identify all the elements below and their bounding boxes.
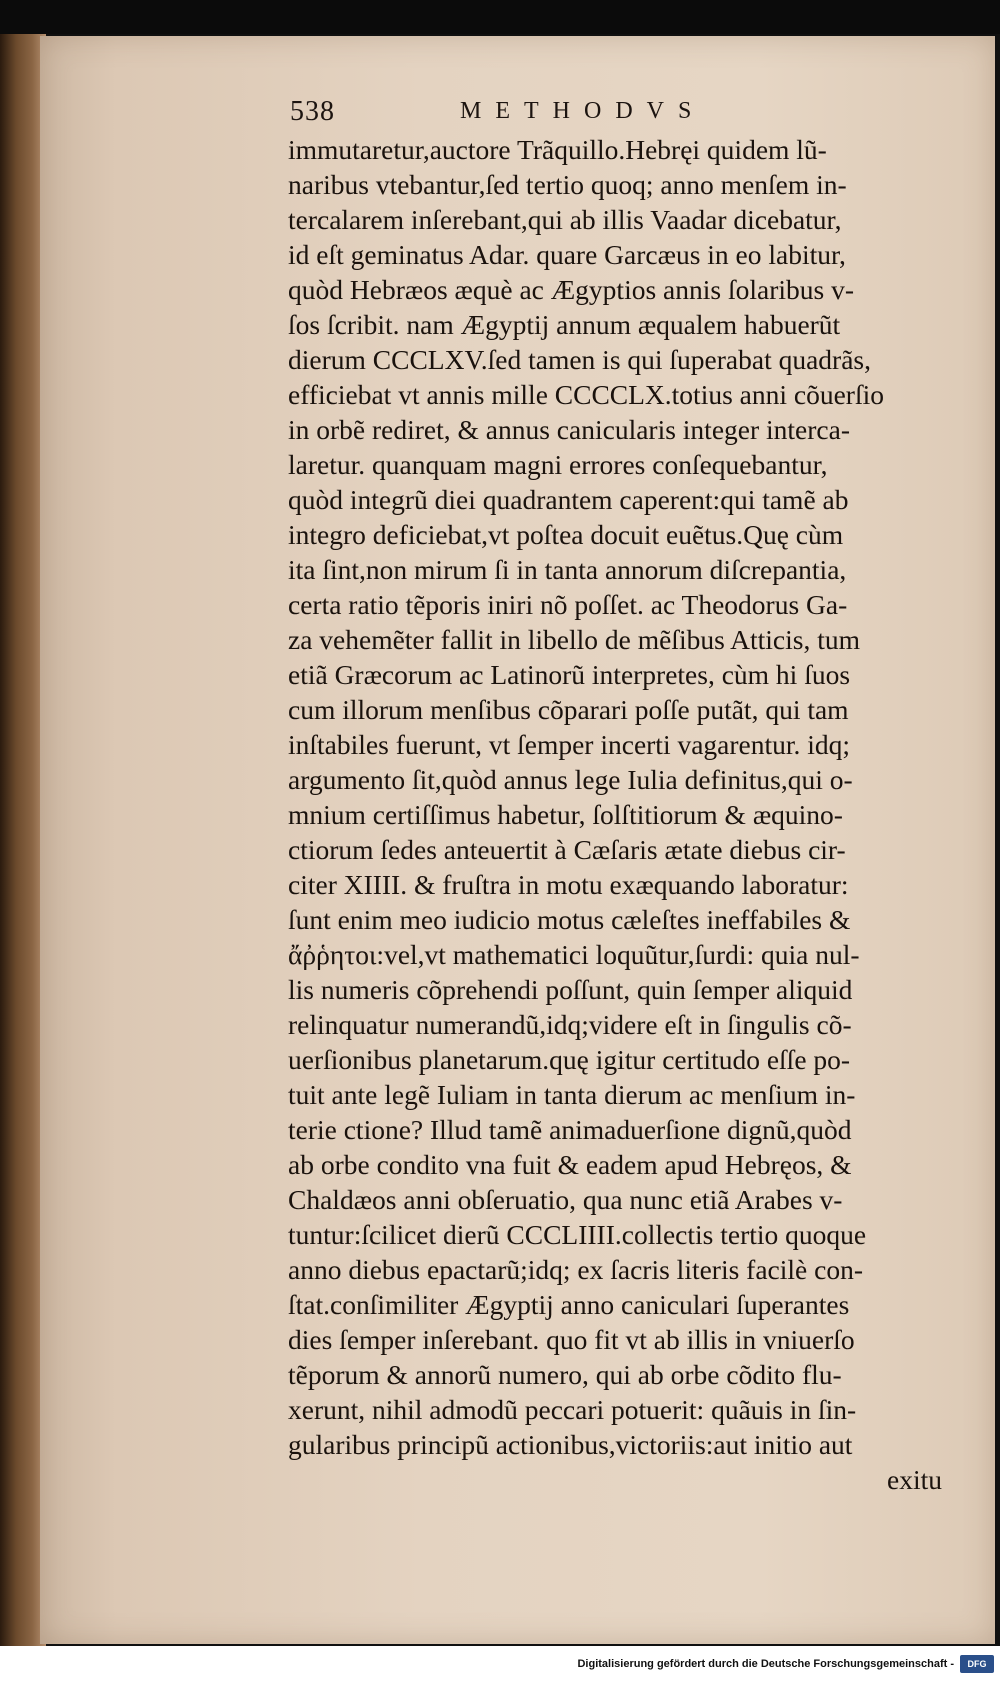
- text-line: dies ſemper inſerebant. quo fit vt ab illis in vniuerſo: [288, 1324, 855, 1355]
- text-line: inſtabiles fuerunt, vt ſemper incerti vagarentur. idq;: [288, 729, 851, 760]
- text-line: relinquatur numerandũ,idq;videre eſt in ſingulis cõ-: [288, 1009, 852, 1040]
- text-line: tẽporum & annorũ numero, qui ab orbe cõdito flu-: [288, 1359, 842, 1390]
- text-line: ctiorum ſedes anteuertit à Cæſaris ætate diebus cir-: [288, 834, 846, 865]
- catchword: exitu: [887, 1464, 942, 1495]
- text-block: [288, 132, 942, 1497]
- text-line: ſunt enim meo iudicio motus cæleſtes ineffabiles &: [288, 904, 851, 935]
- text-line: tuit ante legẽ Iuliam in tanta dierum ac menſium in-: [288, 1079, 856, 1110]
- running-title: METHODVS: [460, 98, 706, 124]
- text-line: etiã Græcorum ac Latinorũ interpretes, cùm hi ſuos: [288, 659, 851, 690]
- text-line: naribus vtebantur,ſed tertio quoq; anno menſem in-: [288, 169, 847, 200]
- text-line: cum illorum menſibus cõparari poſſe putãt, qui tam: [288, 694, 849, 725]
- text-line: id eſt geminatus Adar. quare Garcæus in eo labitur,: [288, 239, 846, 270]
- text-line: efficiebat vt annis mille CCCCLX.totius anni cõuerſio: [288, 379, 884, 410]
- text-line: uerſionibus planetarum.quę igitur certitudo eſſe po-: [288, 1044, 851, 1075]
- text-line: xerunt, nihil admodũ peccari potuerit: quãuis in ſin-: [288, 1394, 857, 1425]
- text-line: ab orbe condito vna fuit & eadem apud Hebręos, &: [288, 1149, 852, 1180]
- text-line: argumento ſit,quòd annus lege Iulia definitus,qui o-: [288, 764, 853, 795]
- text-line: ἄῤῥητοι:vel,vt mathematici loquũtur,ſurdi: quia nul-: [288, 939, 860, 970]
- text-line: lis numeris cõprehendi poſſunt, quin ſemper aliquid: [288, 974, 853, 1005]
- text-line: dierum CCCLXV.ſed tamen is qui ſuperabat quadrãs,: [288, 344, 871, 375]
- text-line: tercalarem inſerebant,qui ab illis Vaadar dicebatur,: [288, 204, 842, 235]
- text-line: immutaretur,auctore Trãquillo.Hebręi quidem lũ-: [288, 134, 827, 165]
- book-page: [40, 36, 995, 1644]
- text-line: Chaldæos anni obſeruatio, qua nunc etiã Arabes v-: [288, 1184, 843, 1215]
- text-line: mnium certiſſimus habetur, ſolſtitiorum & æquino-: [288, 799, 843, 830]
- text-line: terie ctione? Illud tamẽ animaduerſione dignũ,quòd: [288, 1114, 852, 1145]
- text-line: in orbẽ rediret, & annus canicularis integer interca-: [288, 414, 850, 445]
- funding-credit: Digitalisierung gefördert durch die Deutsche Forschungsgemeinschaft -: [577, 1658, 954, 1670]
- text-line: certa ratio tẽporis iniri nõ poſſet. ac Theodorus Ga-: [288, 589, 848, 620]
- text-line: za vehemẽter fallit in libello de mẽſibus Atticis, tum: [288, 624, 861, 655]
- text-line: tuntur:ſcilicet dierũ CCCLIIII.collectis tertio quoque: [288, 1219, 867, 1250]
- text-line: ita ſint,non mirum ſi in tanta annorum diſcrepantia,: [288, 554, 847, 585]
- digitization-footer: [0, 1646, 1000, 1685]
- text-line: ſos ſcribit. nam Ægyptij annum æqualem habuerũt: [288, 309, 841, 340]
- text-line: citer XIIII. & fruſtra in motu exæquando laboratur:: [288, 869, 849, 900]
- text-line: laretur. quanquam magni errores conſequebantur,: [288, 449, 828, 480]
- running-head: [290, 96, 930, 136]
- text-line: integro deficiebat,vt poſtea docuit euẽtus.Quę cùm: [288, 519, 844, 550]
- dfg-logo: DFG: [960, 1655, 994, 1673]
- text-line: gularibus principũ actionibus,victoriis:aut initio aut: [288, 1429, 853, 1460]
- page-number: 538: [290, 96, 335, 127]
- text-line: anno diebus epactarũ;idq; ex ſacris literis facilè con-: [288, 1254, 863, 1285]
- scan-background-top: [0, 0, 1000, 34]
- text-line: ſtat.conſimiliter Ægyptij anno caniculari ſuperantes: [288, 1289, 850, 1320]
- text-line: quòd integrũ diei quadrantem caperent:qui tamẽ ab: [288, 484, 849, 515]
- text-line: quòd Hebræos æquè ac Ægyptios annis ſolaribus v-: [288, 274, 854, 305]
